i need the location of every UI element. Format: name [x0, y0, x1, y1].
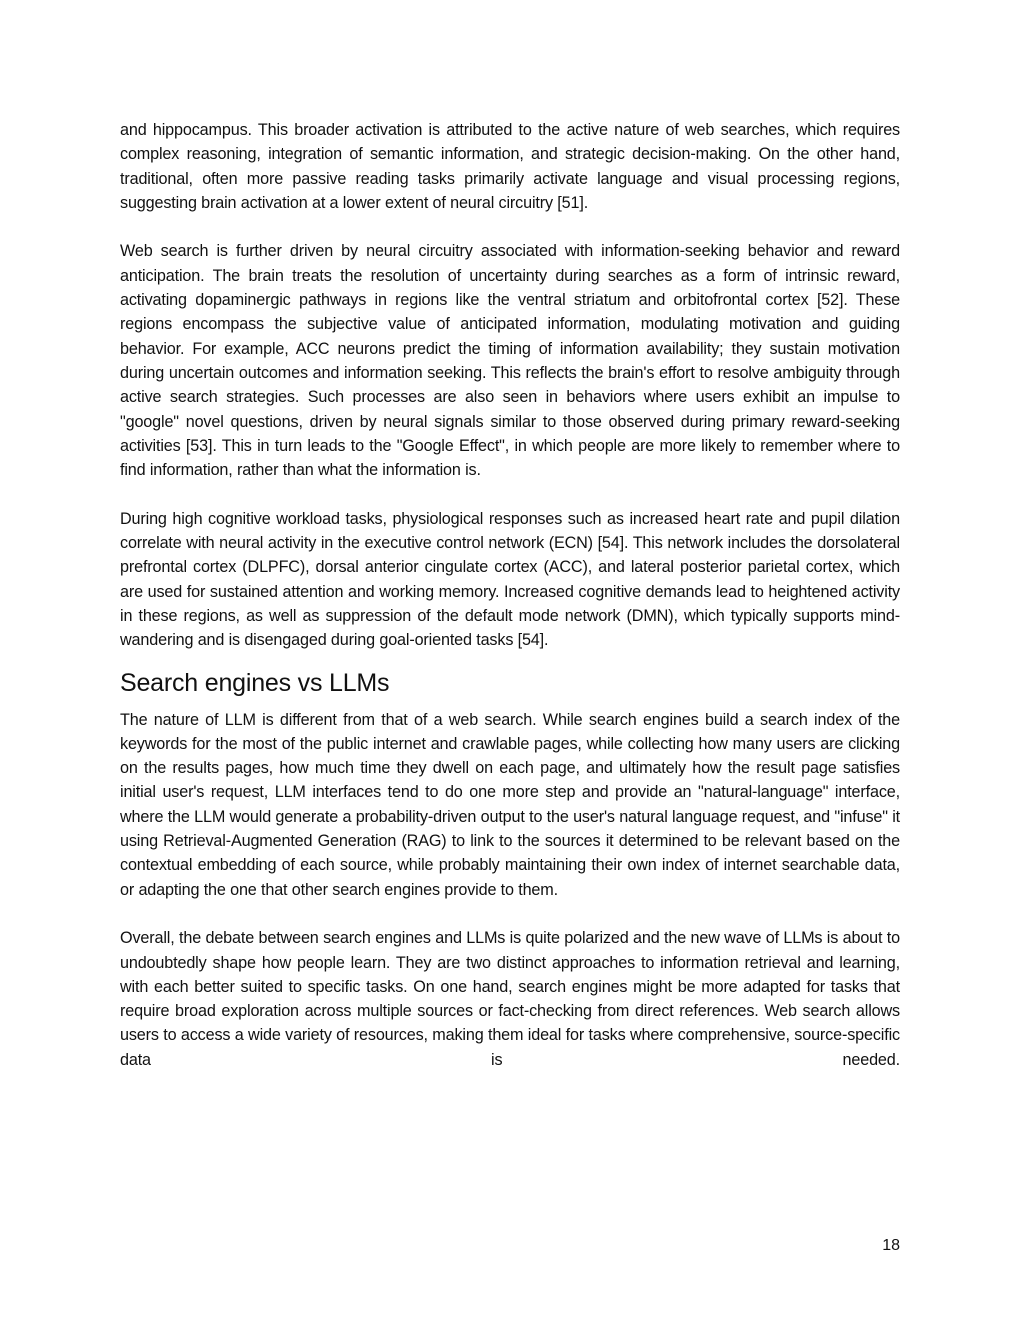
- page-number: 18: [882, 1237, 900, 1254]
- paragraph-spacer: [120, 215, 900, 239]
- paragraph-spacer: [120, 902, 900, 926]
- paragraph-spacer: [120, 482, 900, 506]
- paragraph-hippocampus-activation: and hippocampus. This broader activation is attributed to the active nature of web searches, which requires complex reasoning, integration of semantic information, and strategic decision-making. On the other hand, traditional, often more passive reading tasks primarily activate language and visual processing regions, suggesting brain activation at a lower extent of neural circuitry [51].: [120, 121, 900, 212]
- paragraph-llm-nature: The nature of LLM is different from that of a web search. While search engines build a search index of the keywords for the most of the public internet and crawlable pages, while collecting how many users are clicking on the results pages, how much time they dwell on each page, and ultimately how the result page satisfies initial user's request, LLM interfaces tend to do one more step and provide an "natural-language" interface, where the LLM would generate a probability-driven output to the user's natural language request, and "infuse" it using Retrieval-Augmented Generation (RAG) to link to the sources it determined to be relevant based on the contextual embedding of each source, while probably maintaining their own index of internet searchable data, or adapting the one that other search engines provide to them.: [120, 710, 900, 899]
- paragraph-debate-overview: Overall, the debate between search engines and LLMs is quite polarized and the new wave of LLMs is about to undoubtedly shape how people learn. They are two distinct approaches to information retrieval and learning, with each better suited to specific tasks. On one hand, search engines might be more adapted for tasks that require broad exploration across multiple sources or fact-checking from direct references. Web search allows users to access a wide variety of resources, making them ideal for tasks where comprehensive, source-specific data is needed.: [120, 929, 900, 1069]
- page-body: [120, 118, 900, 1072]
- section-heading: Search engines vs LLMs: [120, 668, 390, 697]
- paragraph-cognitive-workload: During high cognitive workload tasks, physiological responses such as increased heart rate and pupil dilation correlate with neural activity in the executive control network (ECN) [54]. This network includes the dorsolateral prefrontal cortex (DLPFC), dorsal anterior cingulate cortex (ACC), and lateral posterior parietal cortex, which are used for sustained attention and working memory. Increased cognitive demands lead to heightened activity in these regions, as well as suppression of the default mode network (DMN), which typically supports mind-wandering and is disengaged during goal-oriented tasks [54].: [120, 509, 900, 650]
- paragraph-web-search-reward: Web search is further driven by neural circuitry associated with information-seeking behavior and reward anticipation. The brain treats the resolution of uncertainty during searches as a form of intrinsic reward, activating dopaminergic pathways in regions like the ventral striatum and orbitofrontal cortex [52]. These regions encompass the subjective value of anticipated information, modulating motivation and guiding behavior. For example, ACC neurons predict the timing of information availability; they sustain motivation during uncertain outcomes and information seeking. This reflects the brain's effort to resolve ambiguity through active search strategies. Such processes are also seen in behaviors where users exhibit an impulse to "google" novel questions, driven by neural signals similar to those observed during primary reward-seeking activities [53]. This in turn leads to the "Google Effect", in which people are more likely to remember where to find information, rather than what the information is.: [120, 242, 900, 480]
